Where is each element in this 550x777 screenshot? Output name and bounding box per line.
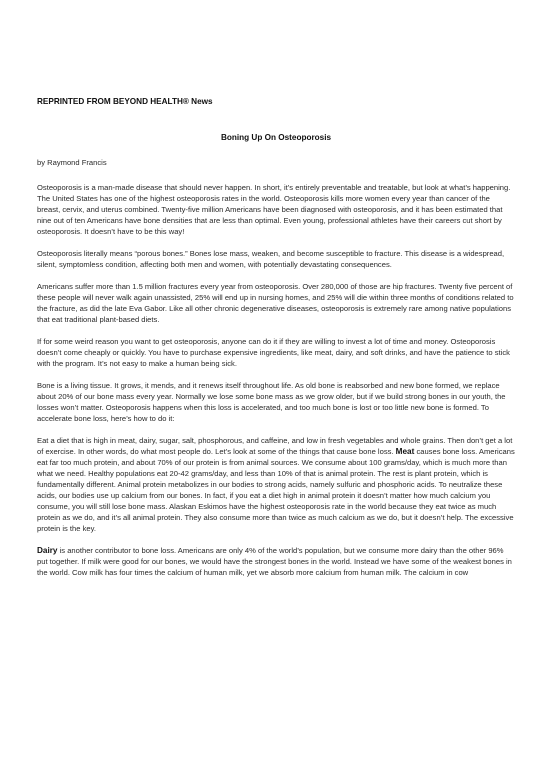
article-title: Boning Up On Osteoporosis	[220, 133, 332, 142]
paragraph-text: Americans suffer more than 1.5 million fractures every year from osteoporosis. Over 280,000 of those are hip fractures. Twenty five percent of these people will never walk again unassisted, 25% will end up in nursing homes, and 25% will die within three months of conditions related to the fracture, as did the late Eva Gabor. Like all other chronic degenerative diseases, osteoporosis is extremely rare among native populations that eat traditional plant-based diets.	[37, 282, 514, 324]
keyword-dairy: Dairy	[37, 546, 58, 555]
author-byline: by Raymond Francis	[37, 158, 107, 167]
paragraph-fractures	[37, 281, 515, 325]
keyword-meat: Meat	[395, 447, 415, 456]
paragraph-living-tissue	[37, 380, 515, 424]
paragraph-intro	[37, 182, 515, 237]
paragraph-how-to-get	[37, 336, 515, 369]
paragraph-text: causes bone loss. Americans eat far too much protein, and about 70% of our protein is from animal sources. We consume about 100 grams/day, which is much more than what we need. Healthy populations eat 20-42 grams/day, and less than 10% of that is animal protein. The rest is plant protein, which is fundamentally different. Animal protein metabolizes in our bodies to strong acids, namely sulfuric and phosphoric acids. To neutralize these acids, our bodies use up calcium from our bones. In fact, if you eat a diet high in animal protein it doesn’t matter how much calcium you consume, you will still lose bone mass. Alaskan Eskimos have the highest osteoporosis rate in the world because they eat twice as much protein as we do, and it’s all animal protein. They also consume more than twice as much calcium as we do, but it doesn’t help. The excessive protein is the key.	[37, 447, 515, 533]
paragraph-text: If for some weird reason you want to get osteoporosis, anyone can do it if they are willing to invest a lot of time and money. Osteoporosis doesn’t come cheaply or quickly. You have to purchase expensive ingredients, like meat, dairy, and soft drinks, and have the patience to stick with the program. It’s not easy to make a human being sick.	[37, 337, 510, 368]
paragraph-porous-bones	[37, 248, 515, 270]
paragraph-text: Eat a diet that is high in meat, dairy, sugar, salt, phosphorous, and caffeine, and low in fresh vegetables and whole grains. Then don’t get a lot of exercise. In other words, do what most people do. Let’s look at some of the things that cause bone loss.	[37, 436, 513, 456]
document-page	[37, 96, 515, 589]
paragraph-text: Osteoporosis is a man-made disease that should never happen. In short, it’s entirely preventable and treatable, but look at what’s happening. The United States has one of the highest osteoporosis rates in the world. Osteoporosis kills more women every year than cancer of the breast, cervix, and uterus combined. Twenty-five million Americans have been diagnosed with osteoporosis, and it has been estimated that nine out of ten Americans have bone densities that are less than optimal. Even young, professional athletes have their careers cut short by osteoporosis. It doesn’t have to be this way!	[37, 183, 511, 236]
reprint-header: REPRINTED FROM BEYOND HEALTH® News	[37, 97, 213, 106]
paragraph-text: is another contributor to bone loss. Americans are only 4% of the world’s population, but we consume more dairy than the other 96% put together. If milk were good for our bones, we would have the strongest bones in the world. Instead we have some of the weakest bones in the world. Cow milk has four times the calcium of human milk, yet we absorb more calcium from human milk. The calcium in cow	[37, 546, 512, 577]
paragraph-meat	[37, 435, 515, 534]
paragraph-text: Osteoporosis literally means “porous bones.” Bones lose mass, weaken, and become susceptible to fracture. This disease is a widespread, silent, symptomless condition, affecting both men and women, with potentially devastating consequences.	[37, 249, 505, 269]
paragraph-text: Bone is a living tissue. It grows, it mends, and it renews itself throughout life. As old bone is reabsorbed and new bone formed, we replace about 20% of our bone mass every year. Normally we lose some bone mass as we grow older, but if we build strong bones in our youth, the losses won’t matter. Osteoporosis happens when this loss is accelerated, and too much bone is lost or too little new bone is formed. To accelerate bone loss, here’s how to do it:	[37, 381, 506, 423]
paragraph-dairy	[37, 545, 515, 578]
